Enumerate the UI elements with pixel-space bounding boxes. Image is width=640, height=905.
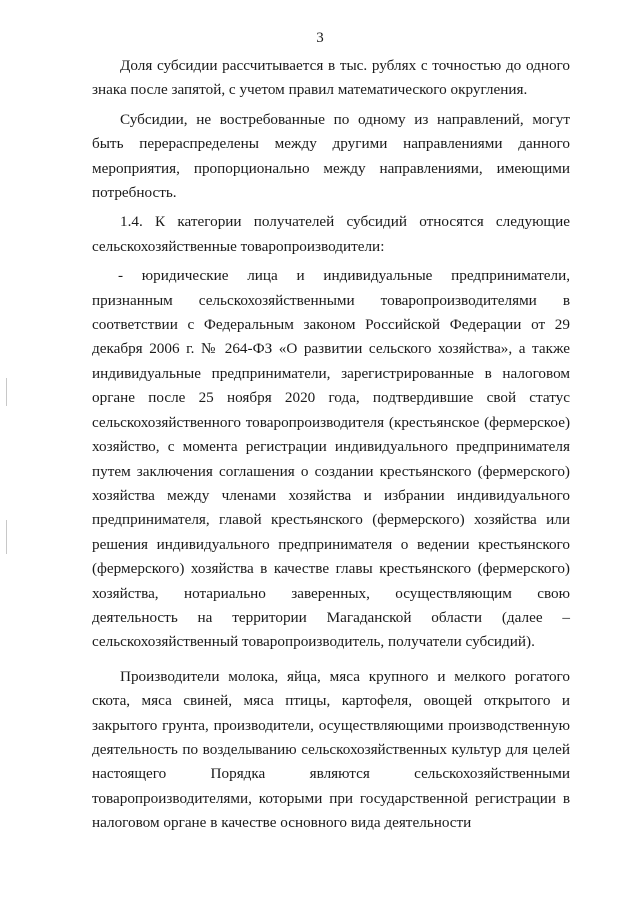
paragraph-subsidy-rounding: Доля субсидии рассчитывается в тыс. рублях с точностью до одного знака после запятой, с учетом правил математического округления. [92, 57, 570, 99]
page-number: 3 [316, 30, 324, 46]
paragraph-section-1-4: 1.4. К категории получателей субсидий относятся следующие сельскохозяйственные товаропроизводители: [92, 213, 570, 255]
paragraph-producers: Производители молока, яйца, мяса крупного и мелкого рогатого скота, мяса свиней, мяса птицы, картофеля, овощей открытого и закрытого грунта, производители, осуществляющими производственную деятельность по возделыванию сельскохозяйственных культур для целей настоящего Порядка являются сельскохозяйственными товаропроизводителями, которыми при государственной регистрации в налоговом органе в качестве основного вида деятельности [92, 667, 570, 832]
document-body [92, 54, 570, 836]
scan-edge-mark [6, 520, 7, 554]
paragraph-unclaimed-subsidies: Субсидии, не востребованные по одному из направлений, могут быть перераспределены между другими направлениями данного мероприятия, пропорционально между направлениями, имеющими потребность. [92, 110, 570, 202]
paragraph-list-item-legal-entities: - юридические лица и индивидуальные предприниматели, признанным сельскохозяйственными товаропроизводителями в соответствии с Федеральным законом Российской Федерации от 29 декабря 2006 г. № 264-ФЗ «О развитии сельского хозяйства», а также индивидуальные предприниматели, зарегистрированные в налоговом органе после 25 ноября 2020 года, подтвердившие свой статус сельскохозяйственного товаропроизводителя (крестьянское (фермерское) хозяйство, с момента регистрации индивидуального предпринимателя путем заключения соглашения о создании крестьянского (фермерского) хозяйства между членами хозяйства и избрании индивидуального предпринимателя, главой крестьянского (фермерского) хозяйства или решения индивидуального предпринимателя о ведении крестьянского (фермерского) хозяйства в качестве главы крестьянского (фермерского) хозяйства, нотариально заверенных, осуществляющим свою деятельность на территории Магаданской области (далее – сельскохозяйственный товаропроизводитель, получатели субсидий). [92, 267, 570, 651]
scan-edge-mark [6, 378, 7, 406]
